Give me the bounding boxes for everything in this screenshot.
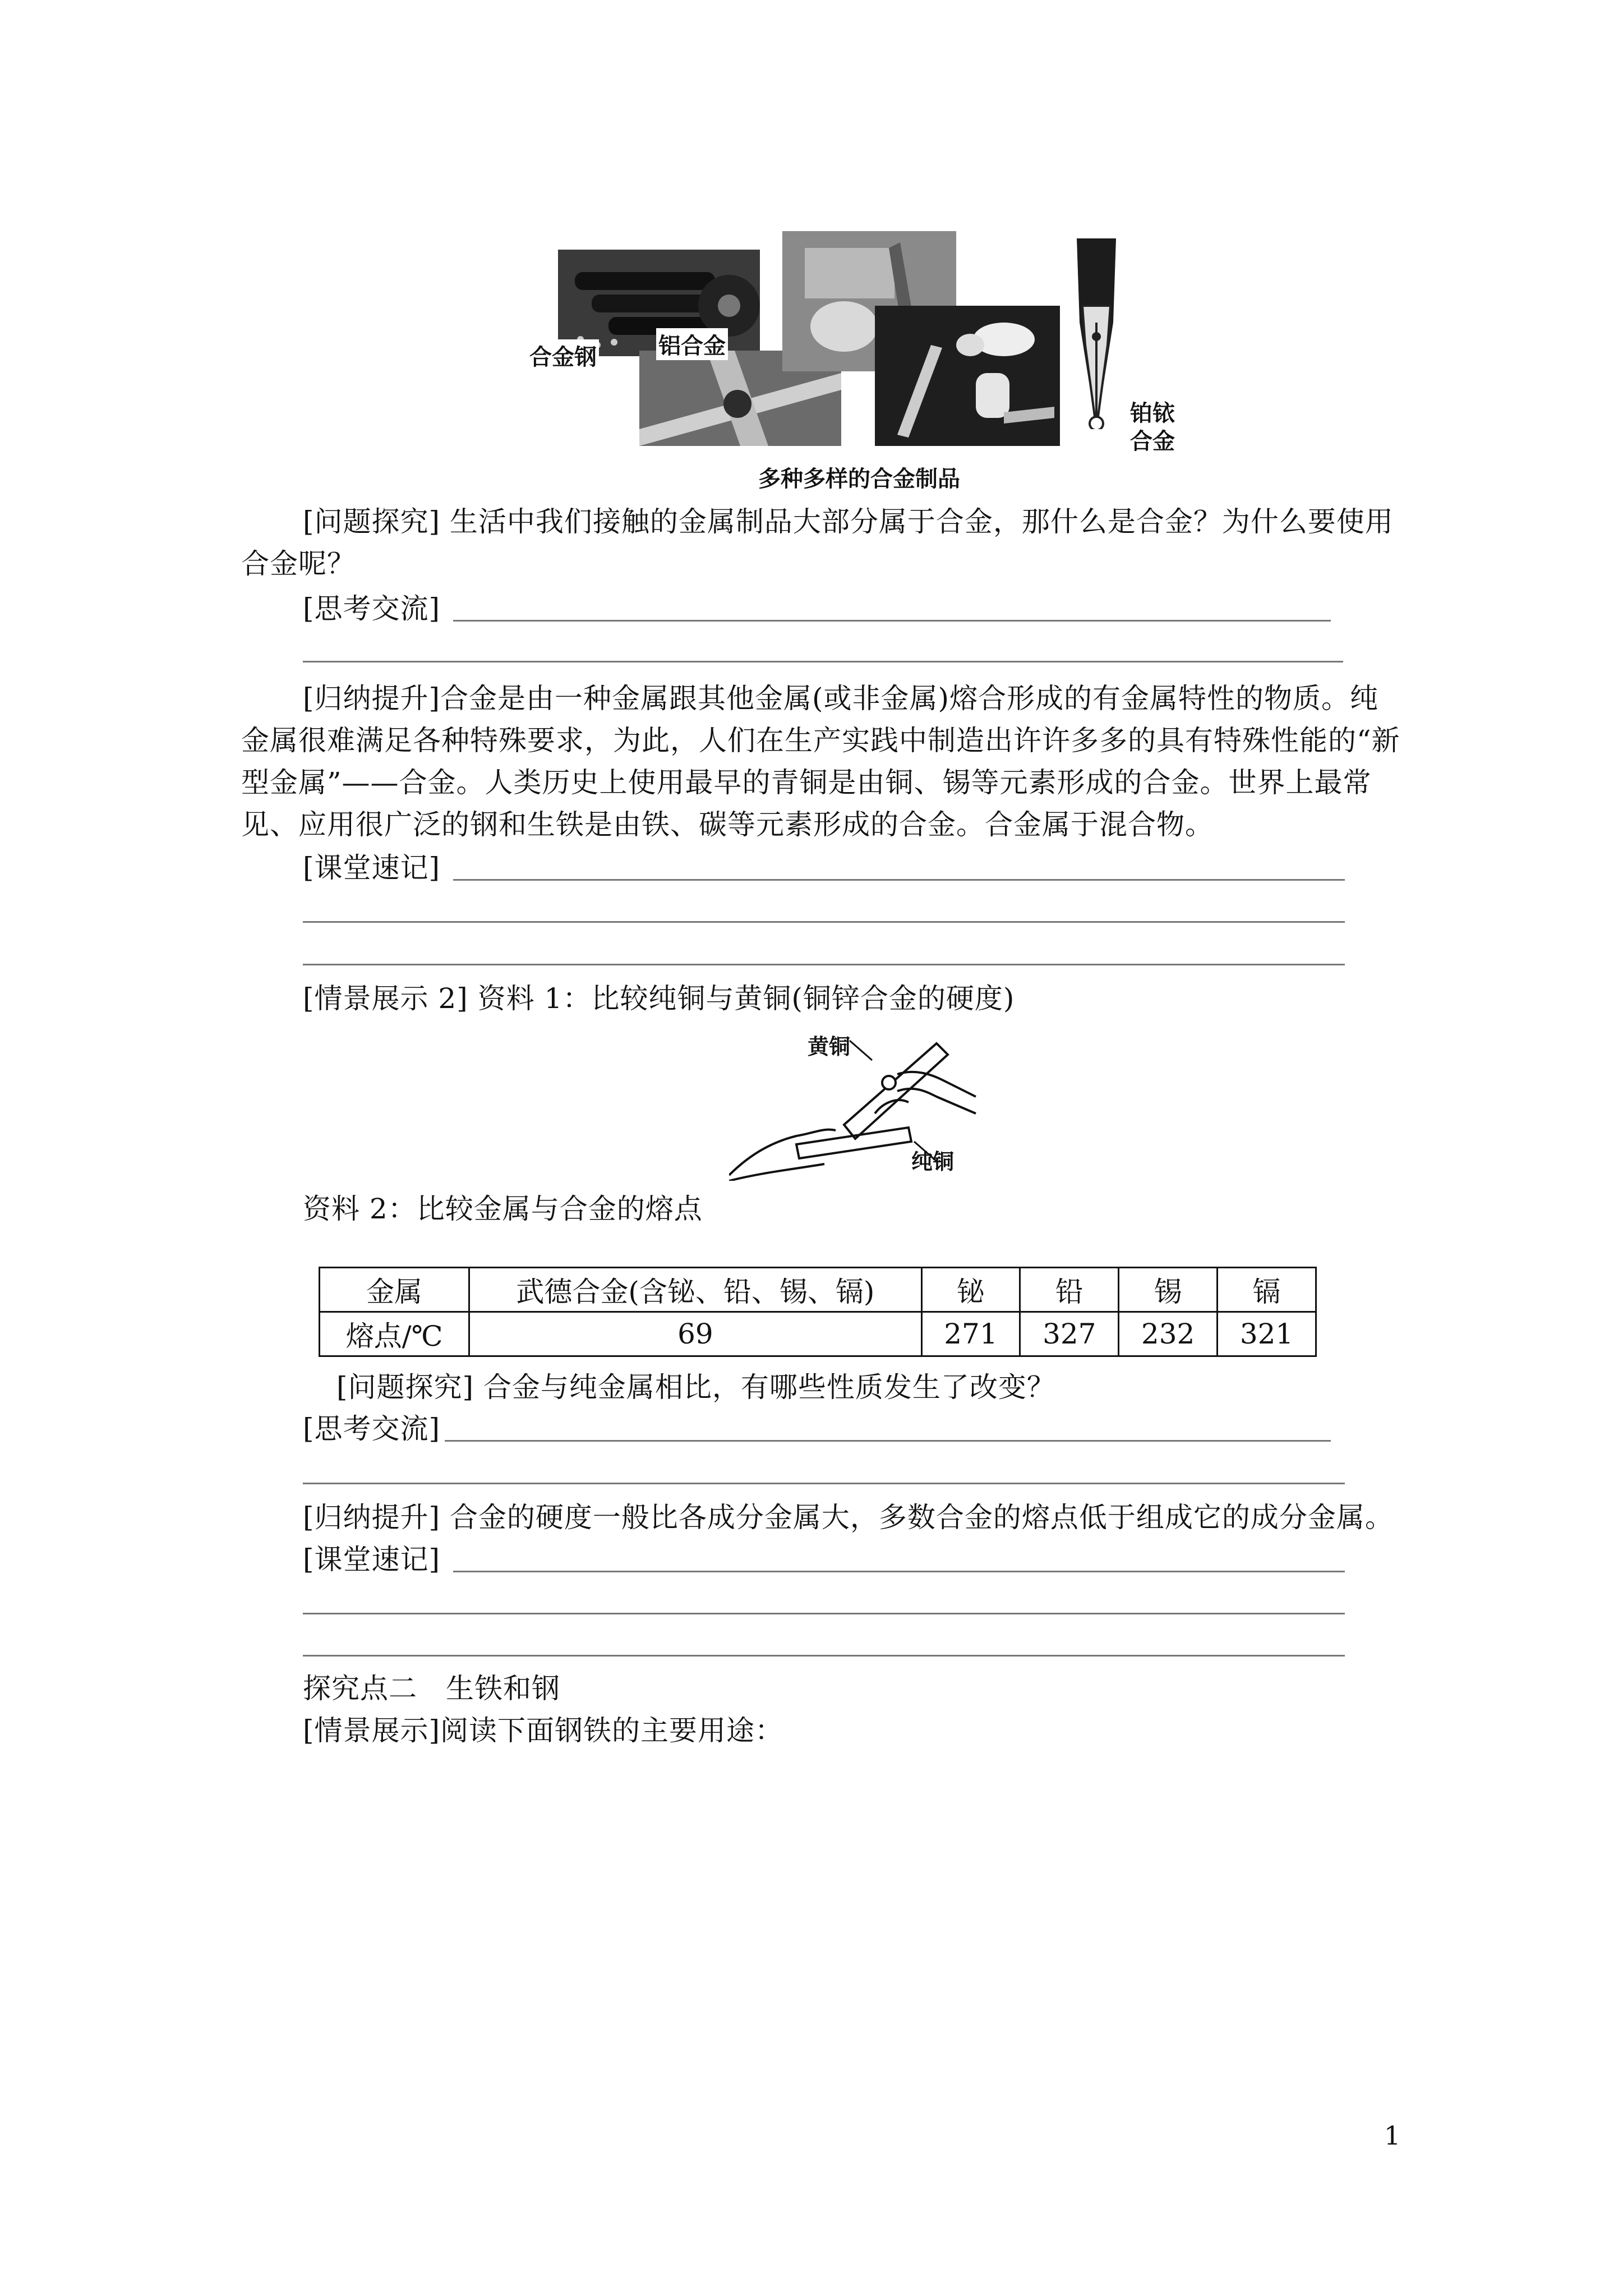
table-cell: 232: [1119, 1312, 1218, 1356]
notes-line[interactable]: [303, 921, 1345, 923]
question-text: 合金与纯金属相比，有哪些性质发生了改变？: [483, 1371, 1055, 1404]
table-cell: 镉: [1218, 1268, 1316, 1312]
answer-line[interactable]: [445, 1440, 1331, 1442]
table-cell: 69: [469, 1312, 921, 1356]
material-2: 资料 2：比较金属与合金的熔点: [303, 1193, 703, 1225]
scene-display-3: [303, 1711, 783, 1750]
table-cell: 327: [1020, 1312, 1119, 1356]
alloy-steel-label: 合金钢: [527, 339, 599, 371]
table-cell: 271: [921, 1312, 1020, 1356]
summary-text: 合金是由一种金属跟其他金属(或非金属)熔合形成的有金属特性的物质。纯: [440, 682, 1379, 715]
notes-line[interactable]: [303, 1655, 1345, 1657]
summary-1-l4: 见、应用很广泛的钢和生铁是由铁、碳等元素形成的合金。合金属于混合物。: [241, 808, 1214, 841]
question-explore-2: [336, 1368, 1055, 1407]
table-cell: 铋: [921, 1268, 1020, 1312]
class-notes-1: [课堂速记]: [303, 852, 441, 884]
summary-tag: [归纳提升]: [303, 682, 441, 715]
answer-line[interactable]: [303, 661, 1343, 662]
summary-1-l3: 型金属”——合金。人类历史上使用最早的青铜是由铜、锡等元素形成的合金。世界上最常: [241, 766, 1372, 799]
summary-tag: [归纳提升]: [303, 1501, 441, 1534]
alloy-products-figure: [527, 224, 1189, 454]
table-header-row: [320, 1268, 1316, 1312]
table-cell: 熔点/℃: [320, 1312, 469, 1356]
aluminum-alloy-label: 铝合金: [656, 328, 728, 360]
summary-2: [303, 1498, 1394, 1537]
table-cell: 321: [1218, 1312, 1316, 1356]
scene-display-2: [303, 979, 1015, 1018]
table-cell: 金属: [320, 1268, 469, 1312]
think-exchange-1: [思考交流]: [303, 592, 441, 625]
notes-line[interactable]: [453, 879, 1345, 881]
summary-1-l1: [303, 679, 1378, 718]
question-tag: [问题探究]: [336, 1371, 474, 1404]
table-row: [320, 1312, 1316, 1356]
think-exchange-2: [思考交流]: [303, 1412, 441, 1445]
pt-ir-alloy-label-1: 铂铱: [1130, 401, 1175, 426]
brass-label: 黄铜: [808, 1034, 851, 1059]
summary-1-l2: 金属很难满足各种特殊要求，为此，人们在生产实践中制造出许许多多的具有特殊性能的“新: [241, 724, 1400, 757]
section-title-pig-iron-steel: 探究点二 生铁和钢: [303, 1672, 560, 1705]
melting-point-table: [319, 1267, 1317, 1357]
question-text: 生活中我们接触的金属制品大部分属于合金，那什么是合金？为什么要使用: [449, 505, 1394, 538]
scene-tag: [情景展示 2]: [303, 982, 468, 1015]
table-cell: 铅: [1020, 1268, 1119, 1312]
question-explore-1: [303, 502, 1394, 541]
summary-text: 合金的硬度一般比各成分金属大，多数合金的熔点低于组成它的成分金属。: [449, 1501, 1394, 1534]
notes-line[interactable]: [453, 1571, 1345, 1572]
titanium-alloy-photo: [875, 306, 1060, 446]
answer-line[interactable]: [453, 620, 1331, 622]
scene-tag: [情景展示]: [303, 1714, 441, 1747]
hardness-comparison-figure: [729, 1029, 981, 1181]
table-cell: 武德合金(含铋、铅、锡、镉): [469, 1268, 921, 1312]
notes-line[interactable]: [303, 964, 1345, 965]
scene-text: 阅读下面钢铁的主要用途：: [440, 1714, 784, 1747]
pure-copper-label: 纯铜: [911, 1149, 955, 1174]
pen-nib-photo: [1066, 238, 1127, 429]
alloy-figure-caption: 多种多样的合金制品: [758, 466, 960, 492]
question-tag: [问题探究]: [303, 505, 441, 538]
scene-text: 资料 1：比较纯铜与黄铜(铜锌合金的硬度): [477, 982, 1015, 1015]
question-explore-1-cont: 合金呢？: [241, 547, 356, 580]
notes-line[interactable]: [303, 1613, 1345, 1614]
page-number: 1: [1384, 2120, 1401, 2151]
table-cell: 锡: [1119, 1268, 1218, 1312]
answer-line[interactable]: [303, 1483, 1345, 1484]
pt-ir-alloy-label-2: 合金: [1130, 429, 1175, 454]
class-notes-2: [课堂速记]: [303, 1543, 441, 1576]
